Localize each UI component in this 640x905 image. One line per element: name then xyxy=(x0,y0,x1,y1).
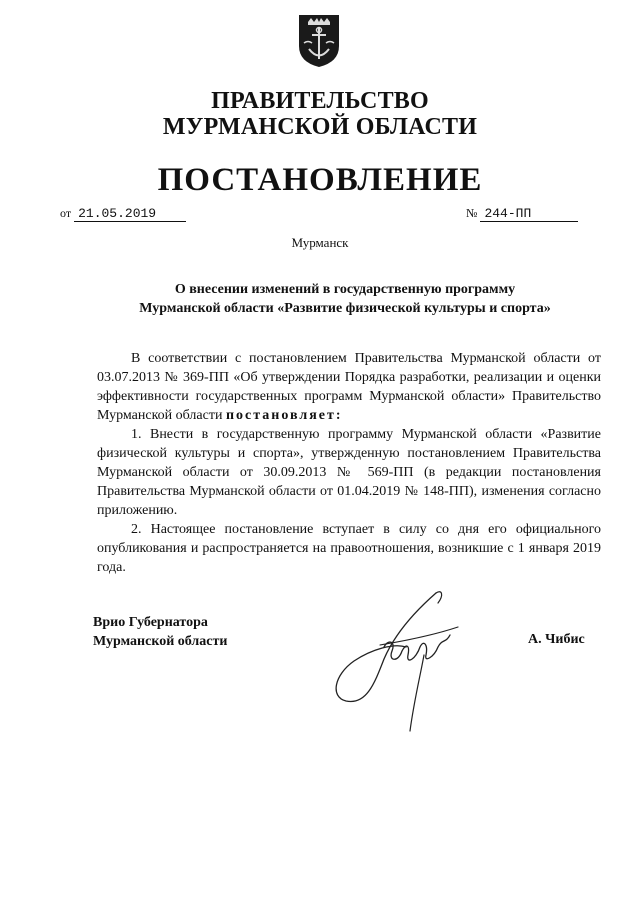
document-type: ПОСТАНОВЛЕНИЕ xyxy=(157,162,483,198)
document-body xyxy=(97,349,601,577)
signer-title-line-1: Врио Губернатора xyxy=(93,615,208,630)
coat-of-arms-icon xyxy=(296,10,342,68)
resolves-word: постановляет: xyxy=(225,408,343,423)
date-value: 21.05.2019 xyxy=(74,206,186,222)
signer-title xyxy=(93,613,227,651)
signer-title-line-2: Мурманской области xyxy=(93,634,228,649)
paragraph-item-2: 2. Настоящее постановление вступает в силу со дня его официального опубликования и распространяется на правоотношения, возникшие с 1 января 2019 года. xyxy=(97,522,601,575)
number-prefix: № xyxy=(466,206,478,220)
paragraph-item-1: 1. Внести в государственную программу Мурманской области «Развитие физической культуры и спорта», утвержденную постановлением Правительства Мурманской области от 30.09.2013 № 569-ПП (в редакции постановления Правительства Мурманской области от 01.04.2019 № 148-ПП), изменения согласно приложению. xyxy=(97,427,601,518)
paragraph-preamble xyxy=(97,349,601,425)
date-prefix: от xyxy=(60,206,72,220)
subject-line-2: Мурманской области «Развитие физической культуры и спорта» xyxy=(139,301,551,316)
city: Мурманск xyxy=(291,235,349,250)
subject-line-1: О внесении изменений в государственную программу xyxy=(174,282,516,297)
document-subject xyxy=(0,280,640,318)
document-number xyxy=(466,206,578,222)
signer-name: А. Чибис xyxy=(528,632,585,647)
government-line-1: ПРАВИТЕЛЬСТВО xyxy=(211,88,429,114)
preamble-text: В соответствии с постановлением Правительства Мурманской области от 03.07.2013 № 369-ПП «Об утверждении Порядка разработки, реализации и оценки эффективности государственных программ Мурманской области» Правительство Мурманской области xyxy=(97,351,601,423)
document-date xyxy=(60,206,186,222)
government-line-2: МУРМАНСКОЙ ОБЛАСТИ xyxy=(162,114,478,140)
number-value: 244-ПП xyxy=(480,206,578,222)
handwritten-signature-icon xyxy=(324,585,474,735)
government-name xyxy=(0,88,640,140)
